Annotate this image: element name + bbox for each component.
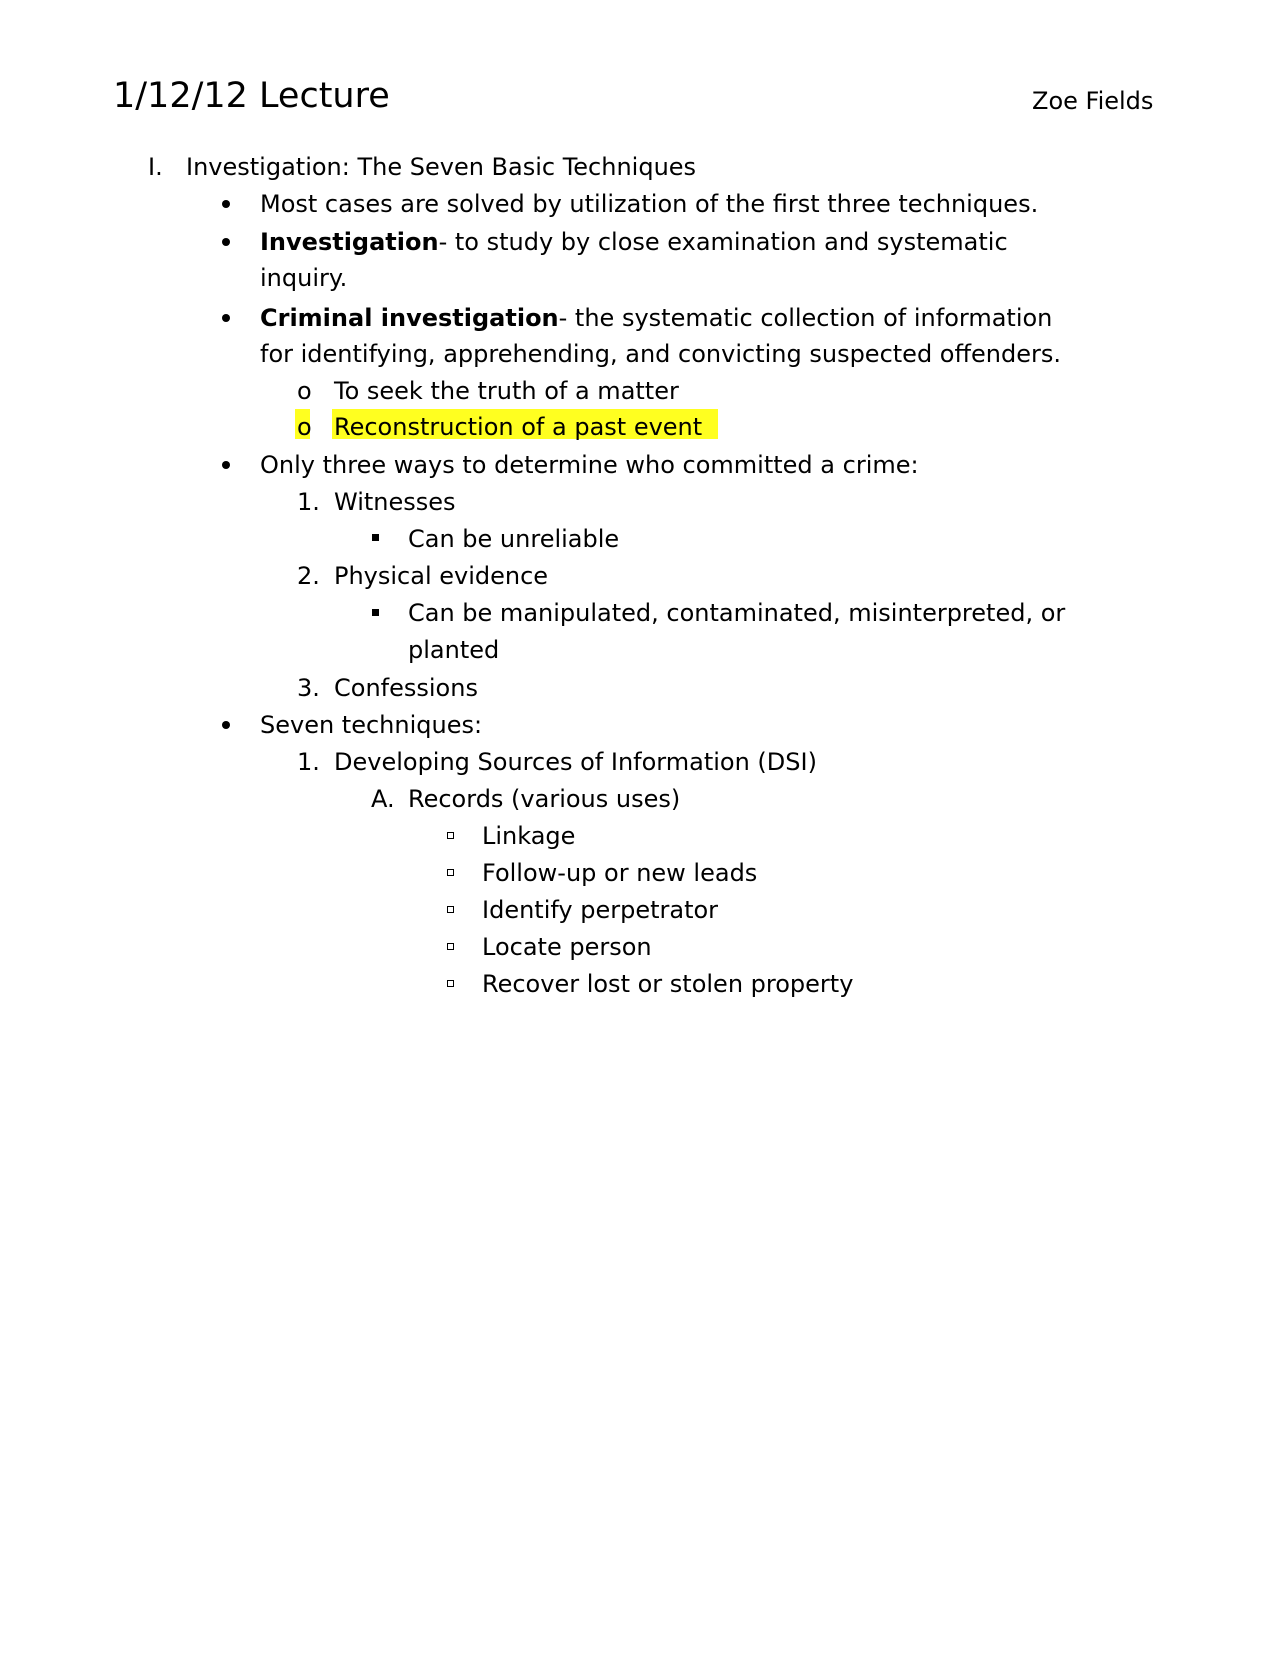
bullet-icon <box>222 314 230 322</box>
use-identify-perpetrator: Identify perpetrator <box>482 896 719 924</box>
way-physical-evidence: Physical evidence <box>334 562 549 590</box>
investigation-definition-cont: inquiry. <box>260 264 348 292</box>
author-name: Zoe Fields <box>1032 87 1154 115</box>
hollow-square-bullet-icon <box>447 980 454 987</box>
square-bullet-icon <box>372 534 379 541</box>
note-unreliable: Can be unreliable <box>408 525 620 553</box>
bullet-most-cases: Most cases are solved by utilization of the first three techniques. <box>260 190 1039 218</box>
hollow-square-bullet-icon <box>447 832 454 839</box>
bullet-icon <box>222 200 230 208</box>
hollow-square-bullet-icon <box>447 869 454 876</box>
bullet-icon <box>222 461 230 469</box>
term-investigation: Investigation <box>260 228 439 256</box>
list-number: 3. <box>297 674 320 702</box>
list-number: 1. <box>297 488 320 516</box>
list-letter: A. <box>371 785 395 813</box>
lecture-title: 1/12/12 Lecture <box>113 76 390 116</box>
technique-dsi: Developing Sources of Information (DSI) <box>334 748 817 776</box>
hollow-square-bullet-icon <box>447 906 454 913</box>
list-number: 1. <box>297 748 320 776</box>
way-witnesses: Witnesses <box>334 488 456 516</box>
use-recover-property: Recover lost or stolen property <box>482 970 854 998</box>
use-follow-up: Follow-up or new leads <box>482 859 758 887</box>
bullet-seven-techniques: Seven techniques: <box>260 711 483 739</box>
criminal-investigation-definition: - the systematic collection of information <box>558 304 1053 332</box>
bullet-icon <box>222 238 230 246</box>
way-confessions: Confessions <box>334 674 478 702</box>
use-linkage: Linkage <box>482 822 576 850</box>
note-manipulated-cont: planted <box>408 636 500 664</box>
term-criminal-investigation: Criminal investigation <box>260 304 559 332</box>
bullet-investigation-definition <box>260 226 1008 258</box>
sub-bullet-seek-truth: To seek the truth of a matter <box>334 377 679 405</box>
bullet-criminal-investigation-definition <box>260 302 1052 334</box>
sub-bullet-marker: o <box>297 377 312 405</box>
section-title: Investigation: The Seven Basic Techniques <box>186 153 697 181</box>
hollow-square-bullet-icon <box>447 943 454 950</box>
sub-bullet-reconstruction: Reconstruction of a past event <box>334 413 703 441</box>
bullet-icon <box>222 721 230 729</box>
bullet-three-ways: Only three ways to determine who committed a crime: <box>260 451 919 479</box>
criminal-investigation-definition-cont: for identifying, apprehending, and convicting suspected offenders. <box>260 340 1061 368</box>
note-manipulated: Can be manipulated, contaminated, misinterpreted, or <box>408 599 1066 627</box>
sub-bullet-marker: o <box>297 413 312 441</box>
section-marker: I. <box>148 153 163 181</box>
investigation-definition: - to study by close examination and systematic <box>438 228 1008 256</box>
records-various-uses: Records (various uses) <box>408 785 681 813</box>
list-number: 2. <box>297 562 320 590</box>
square-bullet-icon <box>372 609 379 616</box>
use-locate-person: Locate person <box>482 933 652 961</box>
